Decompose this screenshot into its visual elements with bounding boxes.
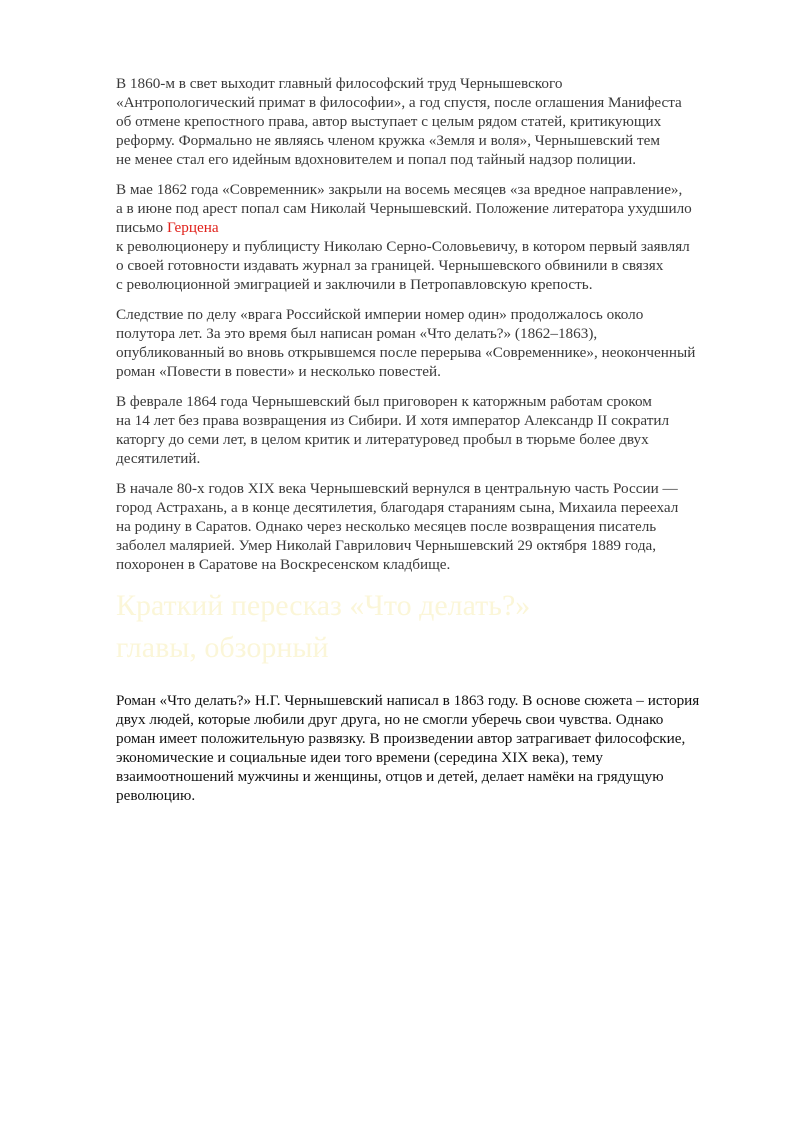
- paragraph-4: В феврале 1864 года Чернышевский был приговорен к каторжным работам сроком на 14 лет без права возвращения из Сибири. И хотя император Александр II сократил каторгу до семи лет, в целом критик и литературовед пробыл в тюрьме более двух десятилетий.: [116, 393, 670, 467]
- paragraph-1: В 1860-м в свет выходит главный философский труд Чернышевского «Антропологический примат в философии», а год спустя, после оглашения Манифеста об отмене крепостного права, автор выступает с целым рядом статей, критикующих реформу. Формально не являясь членом кружка «Земля и воля», Чернышевский тем не менее стал его идейным вдохновителем и попал под тайный надзор полиции.: [116, 75, 682, 168]
- paragraph-summary: Роман «Что делать?» Н.Г. Чернышевский написал в 1863 году. В основе сюжета – история двух людей, которые любили друг друга, но не смогли уберечь свои чувства. Однако роман имеет положительную развязку. В произведении автор затрагивает философские, экономические и социальные идеи того времени (середина XIX века), тему взаимоотношений мужчины и женщины, отцов и детей, делает намёки на грядущую революцию.: [116, 692, 700, 804]
- paragraph-2: [116, 180, 756, 294]
- paragraph-3: Следствие по делу «врага Российской империи номер один» продолжалось около полутора лет. За это время был написан роман «Что делать?» (1862–1863), опубликованный во вновь открывшемся после перерыва «Современнике», неоконченный роман «Повести в повести» и несколько повестей.: [116, 306, 696, 380]
- paragraph-5: В начале 80-х годов XIX века Чернышевский вернулся в центральную часть России — город Астрахань, а в конце десятилетия, благодаря стараниям сына, Михаила переехал на родину в Саратов. Однако через несколько месяцев после возвращения писатель заболел малярией. Умер Николай Гаврилович Чернышевский 29 октября 1889 года, похоронен в Саратове на Воскресенском кладбище.: [116, 480, 679, 573]
- paragraph-2-start: В мае 1862 года «Современник» закрыли на восемь месяцев «за вредное направление», а в июне под арест попал сам Николай Чернышевский. Положение литератора ухудшило письмо: [116, 181, 692, 236]
- paragraph-2-end: к революционеру и публицисту Николаю Серно-Соловьевичу, в котором первый заявлял о своей готовности издавать журнал за границей. Чернышевского обвинили в связях с революционной эмиграцией и заключили в Петропавловскую крепость.: [116, 238, 690, 293]
- herzen-link[interactable]: Герцена: [166, 219, 219, 236]
- document-page: [116, 74, 756, 805]
- section-heading: Краткий пересказ «Что делать?» главы, обзорный: [116, 589, 531, 664]
